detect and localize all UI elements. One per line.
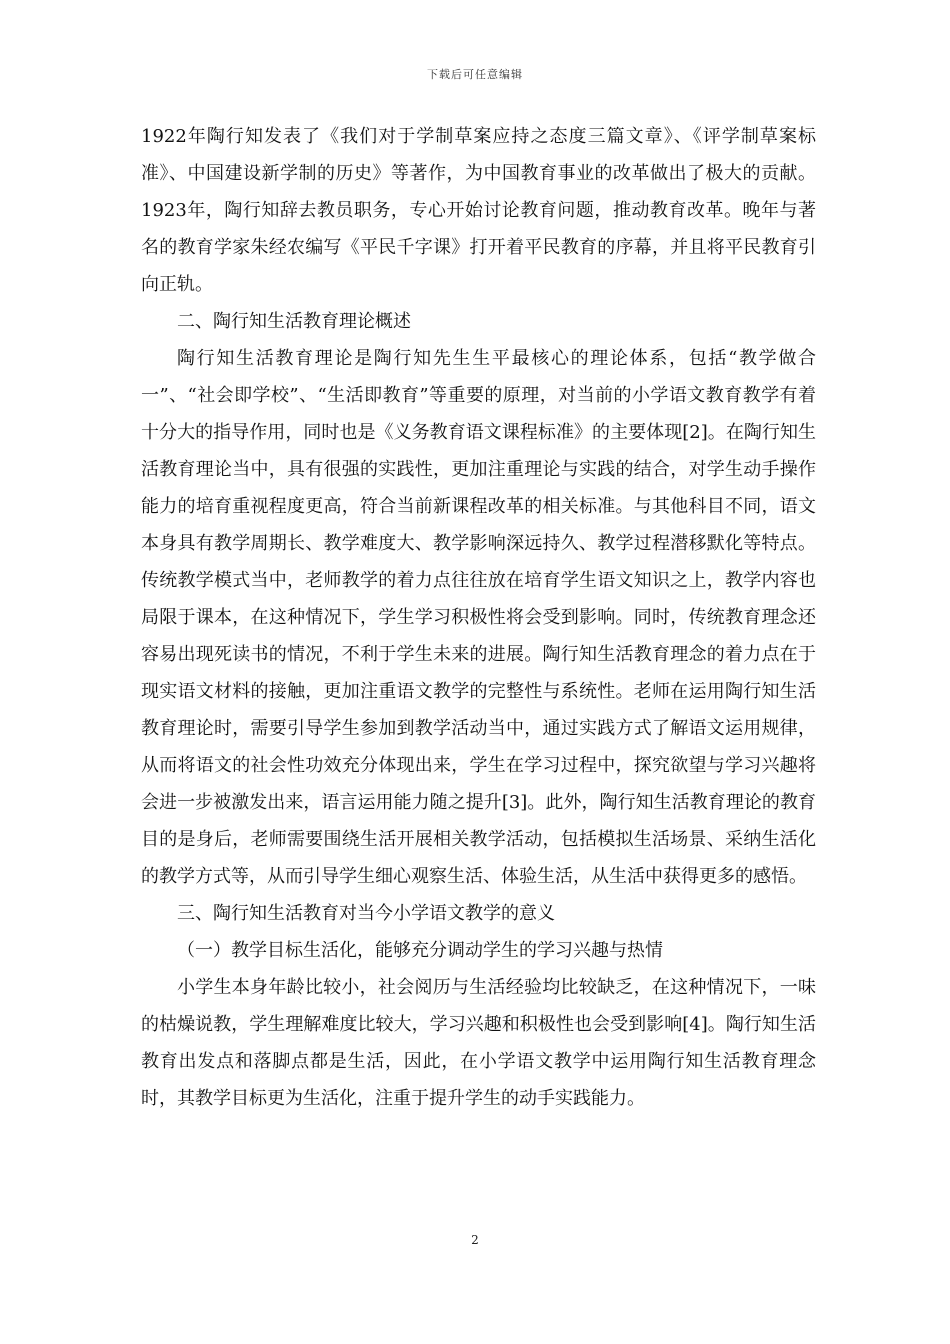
subsection-heading-1: （一）教学目标生活化，能够充分调动学生的学习兴趣与热情: [177, 940, 663, 961]
document-body: [141, 118, 816, 1117]
paragraph-theory-overview: 陶行知生活教育理论是陶行知先生生平最核心的理论体系，包括“教学做合一”、“社会即学校”、“生活即教育”等重要的原理，对当前的小学语文教育教学有着十分大的指导作用，同时也是《义务教育语文课程标准》的主要体现[2]。在陶行知生活教育理论当中，具有很强的实践性，更加注重理论与实践的结合，对学生动手操作能力的培育重视程度更高，符合当前新课程改革的相关标准。与其他科目不同，语文本身具有教学周期长、教学难度大、教学影响深远持久、教学过程潜移默化等特点。传统教学模式当中，老师教学的着力点往往放在培育学生语文知识之上，教学内容也局限于课本，在这种情况下，学生学习积极性将会受到影响。同时，传统教育理念还容易出现死读书的情况，不利于学生未来的进展。陶行知生活教育理念的着力点在于现实语文材料的接触，更加注重语文教学的完整性与系统性。老师在运用陶行知生活教育理论时，需要引导学生参加到教学活动当中，通过实践方式了解语文运用规律，从而将语文的社会性功效充分体现出来，学生在学习过程中，探究欲望与学习兴趣将会进一步被激发出来，语言运用能力随之提升[3]。此外，陶行知生活教育理论的教育目的是身后，老师需要围绕生活开展相关教学活动，包括模拟生活场景、采纳生活化的教学方式等，从而引导学生细心观察生活、体验生活，从生活中获得更多的感悟。: [141, 348, 816, 887]
section-heading-3: 三、陶行知生活教育对当今小学语文教学的意义: [177, 903, 555, 924]
paragraph-history: 1922年陶行知发表了《我们对于学制草案应持之态度三篇文章》、《评学制草案标准》、中国建设新学制的历史》等著作，为中国教育事业的改革做出了极大的贡献。1923年，陶行知辞去教员职务，专心开始讨论教育问题，推动教育改革。晚年与著名的教育学家朱经农编写《平民千字课》打开着平民教育的序幕，并且将平民教育引向正轨。: [141, 126, 816, 295]
paragraph-teaching-goals: 小学生本身年龄比较小，社会阅历与生活经验均比较缺乏，在这种情况下，一味的枯燥说教，学生理解难度比较大，学习兴趣和积极性也会受到影响[4]。陶行知生活教育出发点和落脚点都是生活，因此，在小学语文教学中运用陶行知生活教育理念时，其教学目标更为生活化，注重于提升学生的动手实践能力。: [141, 977, 816, 1109]
page-number: 2: [471, 1233, 479, 1247]
section-heading-2: 二、陶行知生活教育理论概述: [177, 311, 411, 332]
page-header: 下载后可任意编辑: [427, 68, 523, 81]
